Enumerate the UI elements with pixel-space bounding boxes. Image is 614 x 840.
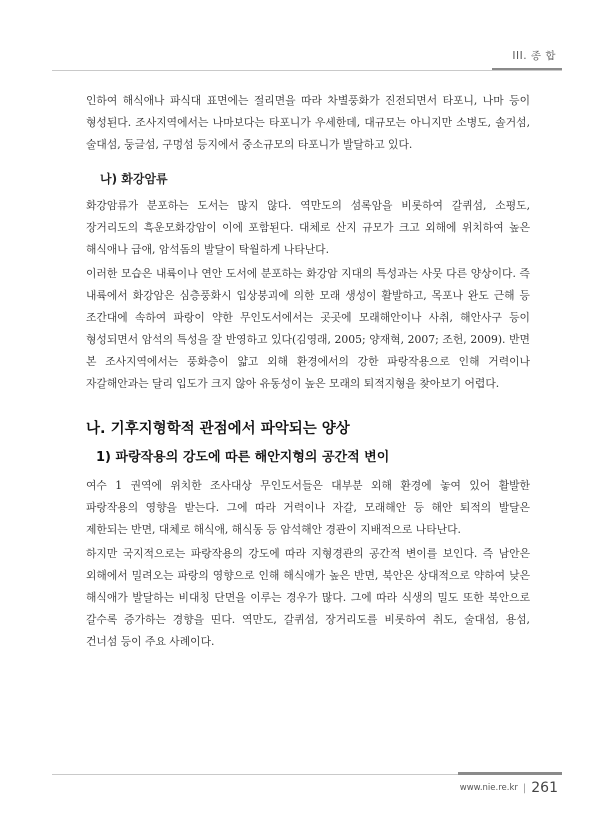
footer-separator: | [522, 782, 527, 794]
paragraph: 하지만 국지적으로는 파랑작용의 강도에 따라 지형경관의 공간적 변이를 보인다. 즉 남안은 외해에서 밀려오는 파랑의 영향으로 인해 해식애가 높은 반면, 북안은 상대적으로 약하여 낮은 해식애가 발달하는 비대칭 단면을 이루는 경우가 많다. 그에 따라 식생의 밀도 또한 북안으로 갈수록 증가하는 경향을 띤다. 역만도, 갈퀴섬, 장거리도를 비롯하여 취도, 술대섬, 용섬, 건너섬 등이 주요 사례이다. [86, 547, 530, 648]
subsection-heading: 나) 화강암류 [100, 172, 168, 186]
paragraph: 이러한 모습은 내륙이나 연안 도서에 분포하는 화강암 지대의 특성과는 사뭇 다른 양상이다. 즉 내륙에서 화강암은 심층풍화시 입상붕괴에 의한 모래 생성이 활발하고, 목포나 완도 근해 등 조간대에 속하여 파랑이 약한 무인도서에서는 곳곳에 모래해안이나 사취, 해안사구 등이 형성되면서 암석의 특성을 잘 반영하고 있다(김영래, 2005; 양재혁, 2007; 조헌, 2009). 반면 본 조사지역에서는 풍화층이 얇고 외해 환경에서의 강한 파랑작용으로 인해 거력이나 자갈해안과는 달리 입도가 크지 않아 유동성이 높은 모래의 퇴적지형을 찾아보기 어렵다. [86, 267, 530, 390]
footer-url: www.nie.re.kr [459, 783, 518, 793]
page-content [86, 90, 530, 653]
footer-rule-accent [458, 772, 562, 775]
header-rule-accent [492, 68, 562, 70]
page-number: 261 [531, 780, 558, 796]
subsection-heading: 1) 파랑작용의 강도에 따른 해안지형의 공간적 변이 [96, 450, 390, 465]
footer [460, 780, 558, 796]
paragraph: 인하여 해식애나 파식대 표면에는 절리면을 따라 차별풍화가 진전되면서 타포니, 나마 등이 형성된다. 조사지역에서는 나마보다는 타포니가 우세한데, 대규모는 아니지만 소병도, 솔거섬, 술대섬, 둥글섬, 구멍섬 등지에서 중소규모의 타포니가 발달하고 있다. [86, 94, 530, 151]
header-rule [52, 70, 562, 71]
paragraph: 화강암류가 분포하는 도서는 많지 않다. 역만도의 섬록암을 비롯하여 갈퀴섬, 소평도, 장거리도의 흑운모화강암이 이에 포함된다. 대체로 산지 규모가 크고 외해에 위치하여 높은 해식애나 급애, 암석돔의 발달이 탁월하게 나타난다. [86, 199, 530, 256]
paragraph: 여수 1 권역에 위치한 조사대상 무인도서들은 대부분 외해 환경에 놓여 있어 활발한 파랑작용의 영향을 받는다. 그에 따라 거력이나 자갈, 모래해안 등 해안 퇴적의 발달은 제한되는 반면, 대체로 해식애, 해식동 등 암석해안 경관이 지배적으로 나타난다. [86, 479, 530, 536]
section-heading: 나. 기후지형학적 관점에서 파악되는 양상 [86, 421, 350, 437]
section-tab: III. 종 합 [512, 50, 556, 62]
header-bar [0, 0, 614, 28]
